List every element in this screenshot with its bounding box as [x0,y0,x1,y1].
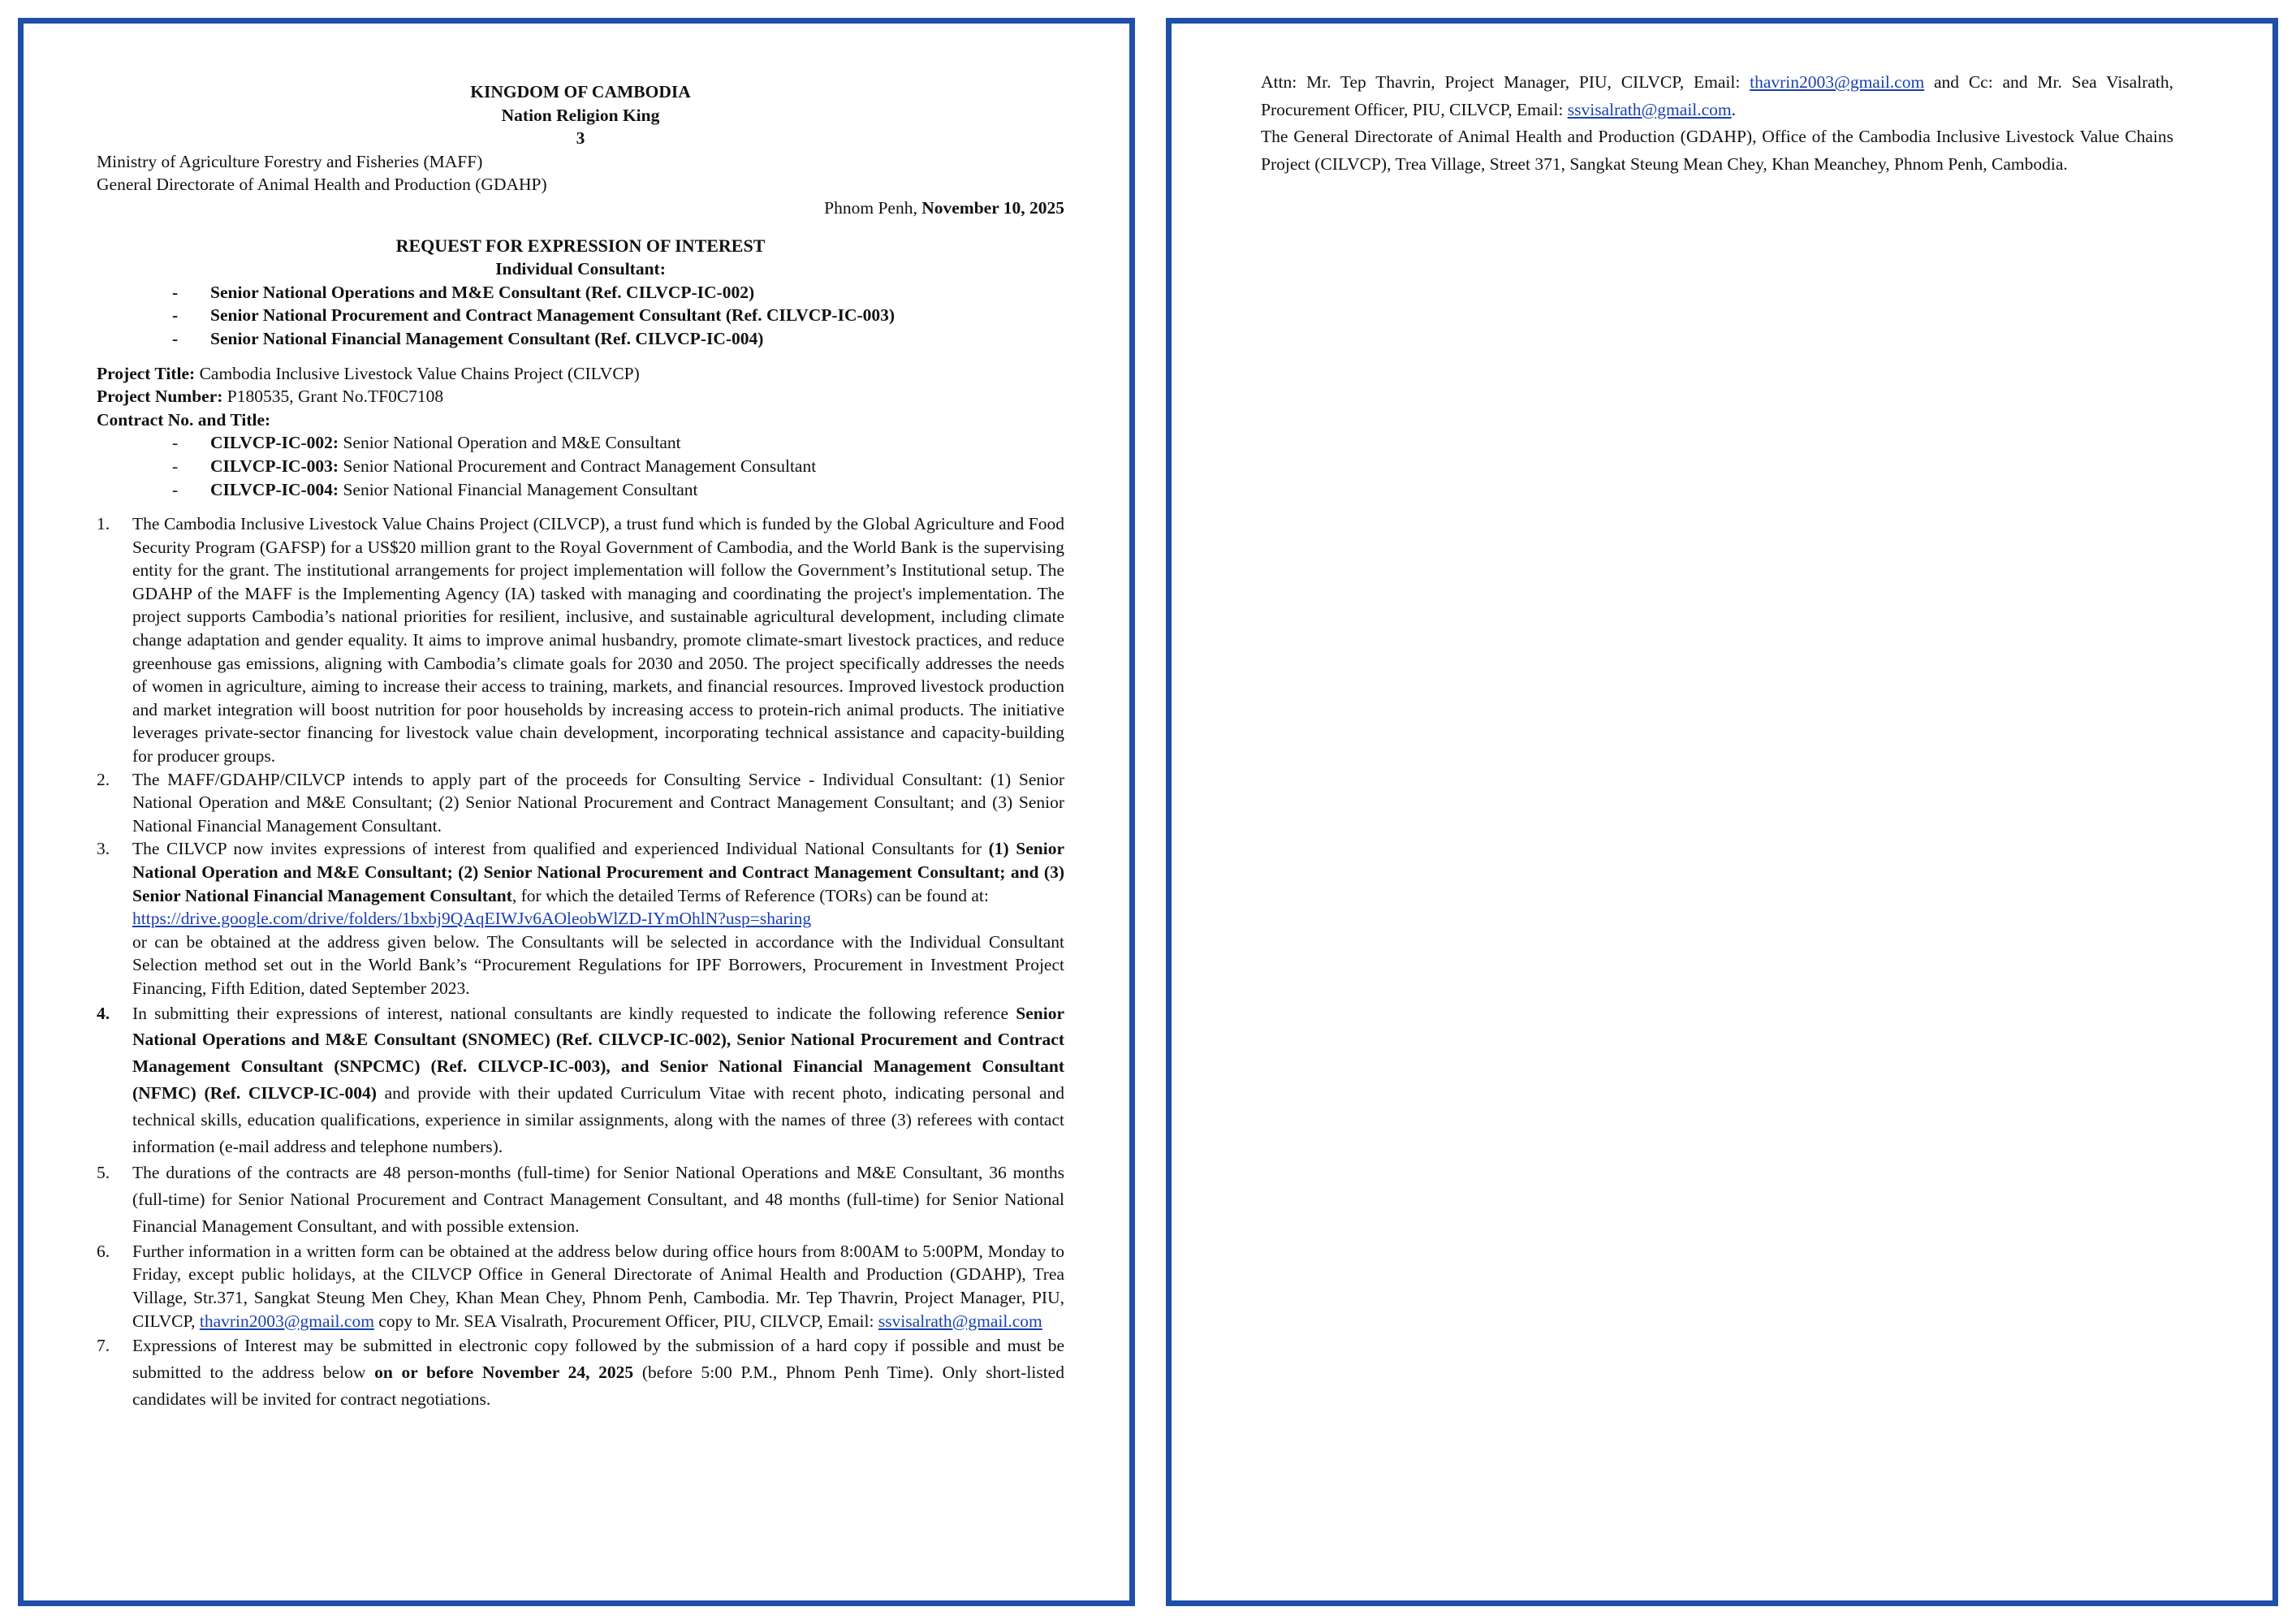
paragraph-4 [97,1000,1064,1160]
paragraph-text: (before 5:00 P.M., Phnom Penh Time). Only short-listed candidates will be invited for contract negotiations. [132,1362,1064,1409]
document-page-2 [1166,18,2278,1606]
paragraph-text: In submitting their expressions of interest, national consultants are kindly requested to indicate the following reference [132,1003,1016,1023]
paragraph-number: 5. [97,1163,110,1183]
attention-line [1261,69,2173,123]
project-title-line [97,362,1064,386]
contracts-list [97,431,1064,501]
paragraph-bold: on or before November 24, 2025 [374,1362,634,1382]
paragraph-3 [97,837,1064,1000]
contract-item [97,455,1064,478]
paragraph-number: 6. [97,1241,110,1261]
paragraph-number: 2. [97,769,110,789]
paragraph-text: The durations of the contracts are 48 person-months (full-time) for Senior National Operations and M&E Consultant, 36 months (full-time) for Senior National Procurement and Contract Management Consultant, and 48 months (full-time) for Senior National Financial Management Consultant, and with possible extension. [132,1163,1064,1236]
paragraph-bold: Senior National Operations and M&E Consultant (SNOMEC) (Ref. CILVCP-IC-002), Senior National Procurement and Contract Management Consultant (SNPCMC) (Ref. CILVCP-IC-003), and Senior National Financial Management Consultant (NFMC) (Ref. CILVCP-IC-004) [132,1003,1064,1103]
project-title-value: Cambodia Inclusive Livestock Value Chains Project (CILVCP) [195,363,640,383]
project-title-label: Project Title: [97,363,196,383]
positions-list [97,281,1064,351]
page-2-content [1261,69,2173,178]
paragraph-text: The CILVCP now invites expressions of interest from qualified and experienced Individual National Consultants for [132,839,989,859]
paragraph-text: and provide with their updated Curriculum Vitae with recent photo, indicating personal and technical skills, education qualifications, experience in similar assignments, along with the names of three (3) referees with contact information (e-mail address and telephone numbers). [132,1082,1064,1156]
paragraph-text: , for which the detailed Terms of Reference (TORs) can be found at: [511,885,989,905]
contract-title: Senior National Financial Management Consultant [339,479,698,499]
paragraph-text: or can be obtained at the address given below. The Consultants will be selected in accordance with the Individual Consultant Selection method set out in the World Bank’s “Procurement Regulations for IPF Borrowers, Procurement in Investment Project Financing, Fifth Edition, dated September 2023. [132,931,1064,998]
email-link-visalrath[interactable]: ssvisalrath@gmail.com [878,1311,1042,1331]
email-link-thavrin[interactable]: thavrin2003@gmail.com [1750,72,1925,92]
motto: Nation Religion King [501,105,660,125]
date: November 10, 2025 [921,197,1064,218]
position-item: - Senior National Procurement and Contract Management Consultant (Ref. CILVCP-IC-003) [97,304,1064,327]
attn-text: and Cc: and Mr. Sea Visalrath, Procurement Officer, PIU, CILVCP, Email: [1261,72,2173,119]
page-1-content [97,80,1064,1413]
paragraph-2 [97,768,1064,838]
directorate-name: General Directorate of Animal Health and Production (GDAHP) [97,175,547,195]
email-link-visalrath[interactable]: ssvisalrath@gmail.com [1567,99,1732,119]
place-date [97,197,1064,220]
position-item: - Senior National Operations and M&E Consultant (Ref. CILVCP-IC-002) [97,281,1064,304]
project-number-line [97,385,1064,408]
motto-mark: 3 [576,128,585,149]
paragraph-text: The Cambodia Inclusive Livestock Value Chains Project (CILVCP), a trust fund which is funded by the Global Agriculture and Food Security Program (GAFSP) for a US$20 million grant to the Royal Government of Cambodia, and the World Bank is the supervising entity for the grant. The institutional arrangements for project implementation will follow the Government’s Institutional setup. The GDAHP of the MAFF is the Implementing Agency (IA) tasked with managing and coordinating the project's implementation. The project supports Cambodia’s national priorities for resilient, inclusive, and sustainable agricultural development, including climate change adaptation and gender equality. It aims to improve animal husbandry, promote climate-smart livestock practices, and reduce greenhouse gas emissions, aligning with Cambodia’s climate goals for 2030 and 2050. The project specifically addresses the needs of women in agriculture, aiming to increase their access to training, markets, and financial resources. Improved livestock production and market integration will boost nutrition for poor households by increasing access to protein-rich animal products. The initiative leverages private-sector financing for livestock value chain development, incorporating technical assistance and capacity-building for producer groups. [132,514,1064,767]
attn-text: Attn: Mr. Tep Thavrin, Project Manager, PIU, CILVCP, Email: [1261,72,1750,92]
numbered-paragraphs [97,512,1064,1412]
contract-item [97,478,1064,502]
paragraph-number: 7. [97,1336,110,1356]
paragraph-number: 4. [97,1003,110,1023]
paragraph-6 [97,1240,1064,1332]
contract-title: Senior National Operation and M&E Consultant [339,433,681,453]
contract-code: CILVCP-IC-002: [210,433,339,453]
office-address: The General Directorate of Animal Health and Production (GDAHP), Office of the Cambodia Inclusive Livestock Value Chains Project (CILVCP), Trea Village, Street 371, Sangkat Steung Mean Chey, Khan Meanchey, Phnom Penh, Cambodia. [1261,127,2173,174]
contract-code: CILVCP-IC-003: [210,456,339,476]
document-subtitle: Individual Consultant: [495,259,666,279]
paragraph-text: copy to Mr. SEA Visalrath, Procurement Officer, PIU, CILVCP, Email: [373,1311,878,1331]
contract-title: Senior National Procurement and Contract Management Consultant [339,456,817,476]
document-page-1 [18,18,1135,1606]
position-item: - Senior National Financial Management Consultant (Ref. CILVCP-IC-004) [97,327,1064,351]
attn-text: . [1731,99,1737,119]
tor-link[interactable]: https://drive.google.com/drive/folders/1bxbj9QAqEIWJv6AOleobWlZD-IYmOhlN?usp=sharing [132,909,812,929]
place: Phnom Penh, [824,197,922,218]
contract-item [97,431,1064,455]
country-heading: KINGDOM OF CAMBODIA [470,82,691,102]
paragraph-text: Expressions of Interest may be submitted in electronic copy followed by the submission of a hard copy if possible and must be submitted to the address below [132,1336,1064,1382]
project-number-label: Project Number: [97,387,223,407]
contract-code: CILVCP-IC-004: [210,479,339,499]
contract-label: Contract No. and Title: [97,409,271,430]
email-link-thavrin[interactable]: thavrin2003@gmail.com [199,1311,374,1331]
paragraph-text: The MAFF/GDAHP/CILVCP intends to apply part of the proceeds for Consulting Service - Individual Consultant: (1) Senior National Operation and M&E Consultant; (2) Senior National Procurement and Contract Management Consultant; and (3) Senior National Financial Management Consultant. [132,769,1064,836]
paragraph-text: Further information in a written form can be obtained at the address below during office hours from 8:00AM to 5:00PM, Monday to Friday, except public holidays, at the CILVCP Office in General Directorate of Animal Health and Production (GDAHP), Trea Village, Str.371, Sangkat Steung Men Chey, Khan Mean Chey, Phnom Penh, Cambodia. Mr. Tep Thavrin, Project Manager, PIU, CILVCP, [132,1241,1064,1331]
paragraph-number: 3. [97,839,110,859]
paragraph-bold: (1) Senior National Operation and M&E Consultant; (2) Senior National Procurement and Contract Management Consultant; and (3) Senior National Financial Management Consultant [132,839,1065,905]
ministry-name: Ministry of Agriculture Forestry and Fisheries (MAFF) [97,151,483,171]
paragraph-5 [97,1160,1064,1239]
paragraph-7 [97,1332,1064,1412]
document-title: REQUEST FOR EXPRESSION OF INTEREST [395,235,766,256]
paragraph-1 [97,512,1064,768]
paragraph-number: 1. [97,514,110,534]
project-number-value: P180535, Grant No.TF0C7108 [222,387,444,407]
